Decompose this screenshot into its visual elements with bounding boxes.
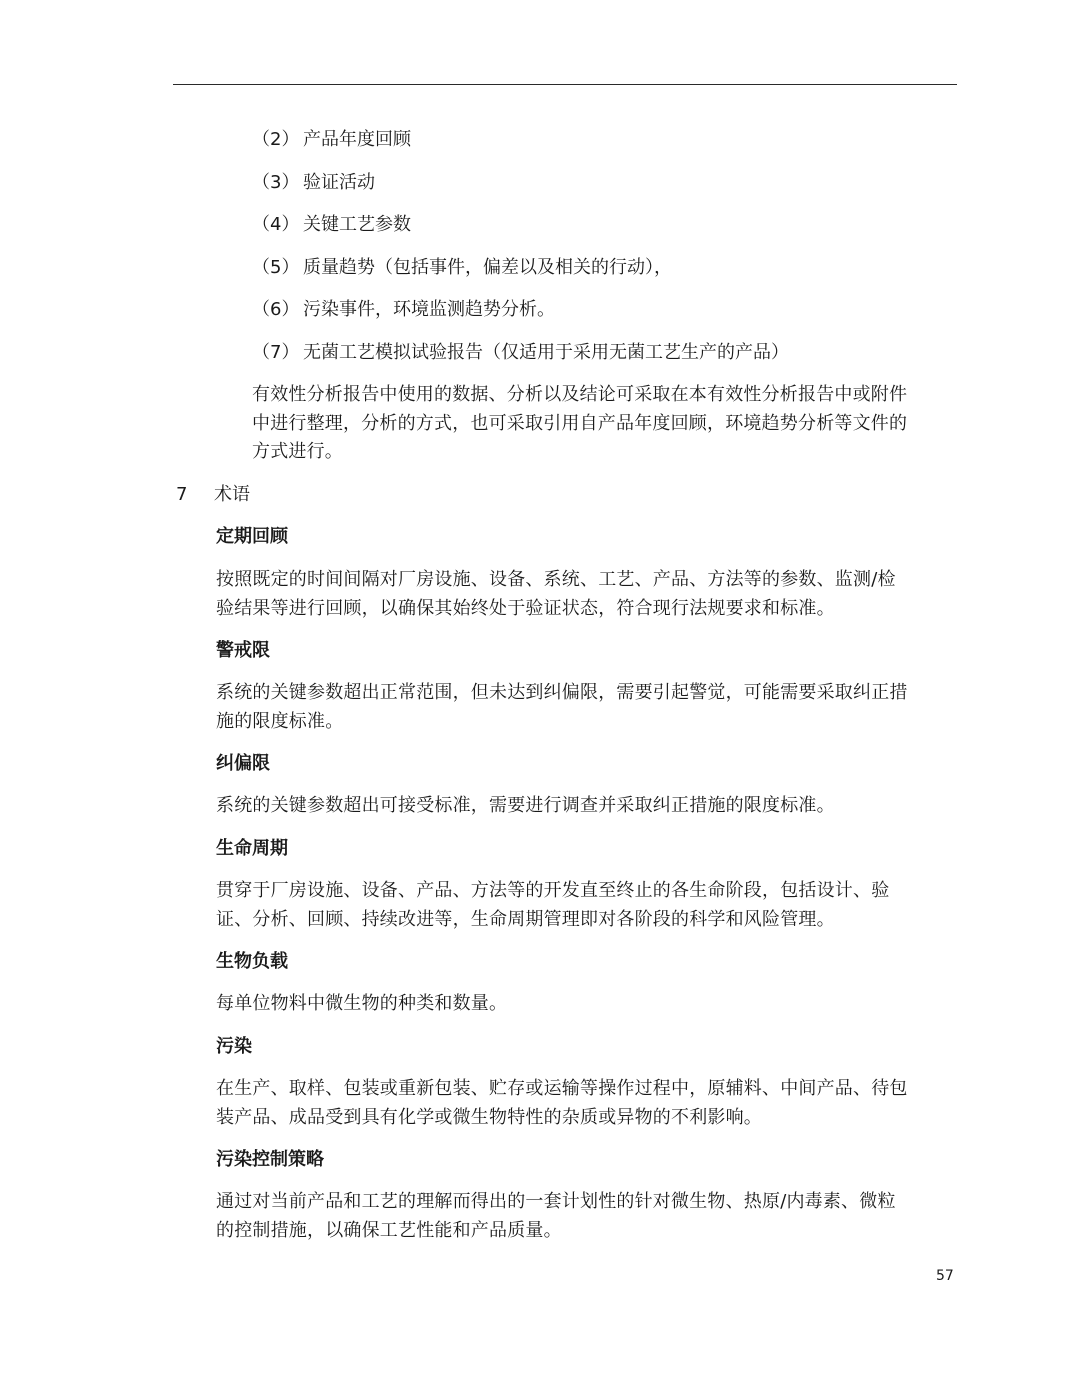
paragraph-line: 中进行整理，分析的方式，也可采取引用自产品年度回顾，环境趋势分析等文件的 (252, 412, 908, 434)
list-text: 验证活动 (303, 172, 375, 193)
section-number: 7 (176, 484, 188, 505)
definition-line: 系统的关键参数超出可接受标准，需要进行调查并采取纠正措施的限度标准。 (216, 795, 835, 816)
definition-line: 在生产、取样、包装或重新包装、贮存或运输等操作过程中，原辅料、中间产品、待包 (216, 1078, 908, 1099)
term-heading: 生命周期 (216, 838, 288, 859)
list-item (252, 169, 375, 197)
term-definition (216, 566, 896, 623)
list-text: 产品年度回顾 (303, 129, 411, 150)
term-heading: 定期回顾 (216, 526, 288, 547)
paragraph-line: 方式进行。 (252, 441, 343, 462)
list-number: （3） (252, 172, 300, 193)
term-definition (216, 679, 908, 736)
definition-line: 系统的关键参数超出正常范围，但未达到纠偏限，需要引起警觉，可能需要采取纠正措 (216, 682, 908, 703)
definition-line: 的控制措施，以确保工艺性能和产品质量。 (216, 1219, 562, 1241)
list-number: （5） (252, 257, 300, 278)
paragraph-line: 有效性分析报告中使用的数据、分析以及结论可采取在本有效性分析报告中或附件 (252, 384, 908, 405)
term-definition (216, 1075, 908, 1132)
list-text: 关键工艺参数 (303, 214, 411, 235)
term-heading: 污染控制策略 (216, 1149, 324, 1170)
term-definition (216, 1188, 896, 1245)
term-definition (216, 792, 835, 821)
header-rule (173, 84, 957, 85)
term-heading: 纠偏限 (216, 753, 270, 774)
term-definition (216, 877, 889, 934)
definition-line: 通过对当前产品和工艺的理解而得出的一套计划性的针对微生物、热原/内毒素、微粒 (216, 1191, 896, 1212)
list-text: 质量趋势（包括事件，偏差以及相关的行动）， (303, 257, 672, 278)
list-text: 无菌工艺模拟试验报告（仅适用于采用无菌工艺生产的产品） (303, 342, 789, 363)
list-item (252, 126, 411, 154)
summary-paragraph (252, 381, 907, 467)
definition-line: 按照既定的时间间隔对厂房设施、设备、系统、工艺、产品、方法等的参数、监测/检 (216, 569, 896, 590)
term-definition (216, 990, 507, 1019)
definition-line: 每单位物料中微生物的种类和数量。 (216, 993, 508, 1014)
list-number: （2） (252, 129, 300, 150)
list-item (252, 254, 672, 282)
term-heading: 污染 (216, 1036, 252, 1057)
page-number: 57 (936, 1268, 954, 1284)
list-text: 污染事件，环境监测趋势分析。 (303, 299, 555, 320)
definition-line: 施的限度标准。 (216, 710, 344, 732)
list-number: （7） (252, 342, 300, 363)
definition-line: 贯穿于厂房设施、设备、产品、方法等的开发直至终止的各生命阶段，包括设计、验 (216, 880, 890, 901)
list-item (252, 296, 555, 324)
list-item (252, 211, 411, 239)
definition-line: 验结果等进行回顾，以确保其始终处于验证状态，符合现行法规要求和标准。 (216, 597, 835, 619)
section-heading (176, 481, 250, 509)
list-item (252, 339, 789, 367)
section-title: 术语 (214, 484, 250, 505)
definition-line: 证、分析、回顾、持续改进等，生命周期管理即对各阶段的科学和风险管理。 (216, 908, 835, 930)
term-heading: 生物负载 (216, 951, 288, 972)
list-number: （6） (252, 299, 300, 320)
definition-line: 装产品、成品受到具有化学或微生物特性的杂质或异物的不利影响。 (216, 1106, 762, 1128)
term-heading: 警戒限 (216, 640, 270, 661)
list-number: （4） (252, 214, 300, 235)
